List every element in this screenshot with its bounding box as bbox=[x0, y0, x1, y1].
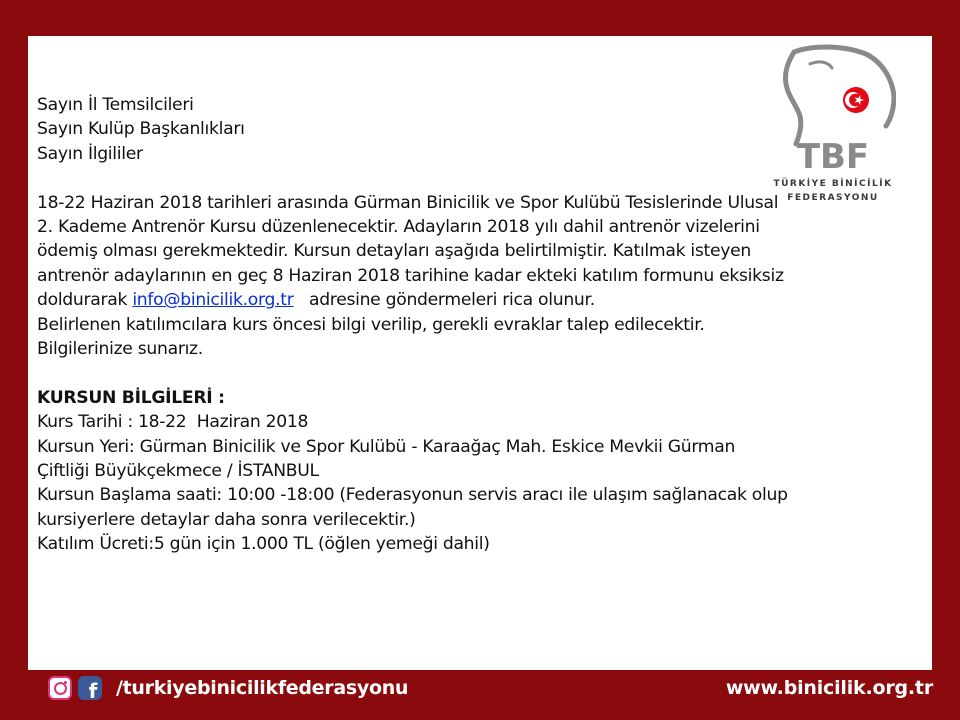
email-line-after: adresine göndermeleri rica olunur. bbox=[293, 290, 595, 311]
closing-line: Bilgilerinize sunarız. bbox=[37, 339, 203, 360]
body-line: ödemiş olması gerekmektedir. Kursun detayları aşağıda belirtilmiştir. Katılmak isteyen bbox=[37, 241, 751, 262]
letter-content bbox=[37, 93, 917, 557]
instagram-icon[interactable] bbox=[48, 676, 72, 700]
info-line: Katılım Ücreti:5 gün için 1.000 TL (öğlen yemeği dahil) bbox=[37, 534, 490, 555]
greeting-line: Sayın Kulüp Başkanlıkları bbox=[37, 119, 245, 140]
info-line: kursiyerlere detaylar daha sonra verilecektir.) bbox=[37, 509, 416, 530]
facebook-glyph: f bbox=[88, 679, 98, 700]
letter-panel bbox=[28, 36, 932, 670]
body-line: 18-22 Haziran 2018 tarihleri arasında Gürman Binicilik ve Spor Kulübü Tesislerinde Ulusal bbox=[37, 192, 779, 213]
email-line-before: doldurarak bbox=[37, 290, 133, 311]
social-handle[interactable]: /turkiyebinicilikfederasyonu bbox=[116, 677, 409, 699]
info-line: Kursun Başlama saati: 10:00 -18:00 (Federasyonun servis aracı ile ulaşım sağlanacak olup bbox=[37, 485, 788, 506]
closing-line: Belirlenen katılımcılara kurs öncesi bilgi verilip, gerekli evraklar talep edilecektir. bbox=[37, 314, 705, 335]
email-line bbox=[37, 288, 917, 312]
body-line: 2. Kademe Antrenör Kursu düzenlenecektir. Adayların 2018 yılı dahil antrenör vizelerini bbox=[37, 217, 760, 238]
website-link[interactable]: www.binicilik.org.tr bbox=[725, 677, 933, 699]
info-line: Kursun Yeri: Gürman Binicilik ve Spor Kulübü - Karaağaç Mah. Eskice Mevkii Gürman bbox=[37, 436, 736, 457]
body-line: antrenör adaylarının en geç 8 Haziran 2018 tarihine kadar ekteki katılım formunu eksiksiz bbox=[37, 265, 784, 286]
logo-text-line2: FEDERASYONU bbox=[787, 193, 879, 203]
logo-initials: TBF bbox=[796, 137, 870, 176]
email-link[interactable]: info@binicilik.org.tr bbox=[132, 290, 294, 311]
greeting-line: Sayın İl Temsilcileri bbox=[37, 95, 194, 115]
facebook-icon[interactable] bbox=[78, 676, 102, 700]
greeting-line: Sayın İlgililer bbox=[37, 143, 143, 164]
info-title: KURSUN BİLGİLERİ : bbox=[37, 387, 225, 408]
info-line: Kurs Tarihi : 18-22 Haziran 2018 bbox=[37, 412, 309, 433]
info-line: Çiftliği Büyükçekmece / İSTANBUL bbox=[37, 461, 319, 482]
social-links bbox=[48, 676, 408, 700]
logo-text-line1: TÜRKİYE BİNİCİLİK bbox=[773, 179, 893, 189]
footer-bar bbox=[0, 670, 960, 720]
